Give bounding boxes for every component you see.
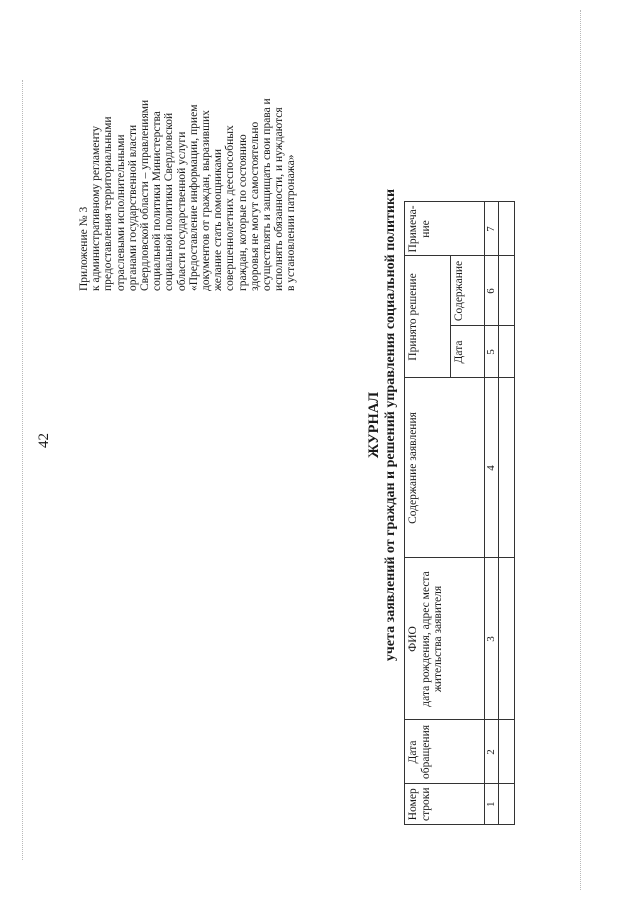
table-cell: [498, 326, 514, 378]
appendix-line: области государственной услуги: [175, 131, 188, 291]
header-decision: Принято решение: [405, 256, 451, 378]
header-content: Содержание заявления: [405, 378, 485, 558]
header-row-number: Номер строки: [405, 784, 485, 825]
header-decision-content: Содержание: [451, 256, 485, 326]
header-note: Примеча-ние: [405, 202, 485, 256]
appendix-line: «Предоставление информации, прием: [187, 104, 200, 291]
column-number: 3: [485, 558, 499, 720]
journal-table: [404, 201, 515, 825]
column-number: 4: [485, 378, 499, 558]
header-decision-date: Дата: [451, 326, 485, 378]
appendix-line: социальной политики Министерства: [151, 111, 164, 291]
appendix-line: желание стать помощниками: [212, 148, 225, 291]
header-date: Дата обращения: [405, 720, 485, 784]
column-number: 6: [485, 256, 499, 326]
column-number: 7: [485, 202, 499, 256]
table-cell: [498, 784, 514, 825]
column-number: 1: [485, 784, 499, 825]
column-number-row: [485, 202, 499, 825]
appendix-line: отраслевыми исполнительными: [114, 134, 127, 291]
table-cell: [498, 720, 514, 784]
appendix-line: органами государственной власти: [126, 124, 139, 291]
appendix-line: осуществлять и защищать свои права и: [261, 98, 274, 291]
appendix-line: документов от граждан, выразивших: [200, 110, 213, 291]
header-fio-label: ФИО: [407, 626, 419, 652]
appendix-line: граждан, которые по состоянию: [236, 134, 249, 291]
table-cell: [498, 558, 514, 720]
appendix-line: здоровья не могут самостоятельно: [248, 121, 261, 291]
appendix-line: к административному регламенту: [90, 125, 103, 291]
column-number: 5: [485, 326, 499, 378]
appendix-line: исполнять обязанности, и нуждаются: [273, 107, 286, 291]
page-number: 42: [36, 433, 52, 448]
appendix-line: совершеннолетних дееспособных: [224, 125, 237, 291]
appendix-line: Свердловской области – управлениями: [139, 99, 152, 291]
appendix-block: [78, 41, 298, 291]
journal-title: ЖУРНАЛ: [366, 391, 382, 459]
header-fio-details: дата рождения, адрес места жительства заявителя: [419, 571, 444, 707]
appendix-line: Приложение № 3: [78, 206, 90, 291]
header-fio: [405, 558, 485, 720]
table-cell: [498, 202, 514, 256]
journal-subtitle: учета заявлений от граждан и решений управления социальной политики: [383, 188, 398, 662]
table-cell: [498, 378, 514, 558]
appendix-line: предоставления территориальными: [102, 116, 115, 291]
column-number: 2: [485, 720, 499, 784]
appendix-line: социальной политики Свердловской: [163, 112, 176, 291]
table-cell: [498, 256, 514, 326]
table-empty-row: [498, 202, 514, 825]
table-header-row: [405, 202, 451, 825]
appendix-line: в установлении патронажа»: [285, 154, 298, 291]
